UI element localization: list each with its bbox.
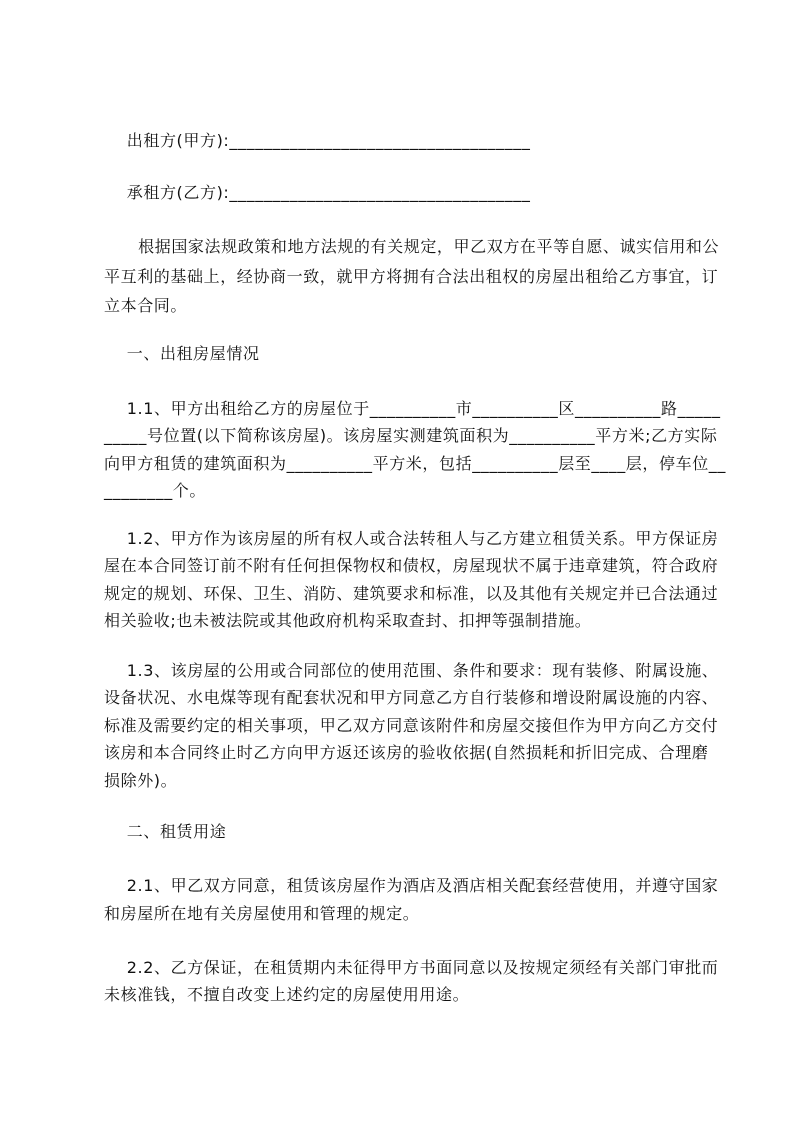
preamble-line: 立本合同。 (104, 296, 188, 315)
section-heading-1: 一、出租房屋情况 (104, 344, 260, 363)
clause-1-2-line: 1.2、甲方作为该房屋的所有权人或合法转租人与乙方建立租赁关系。甲方保证房 (104, 529, 719, 548)
clause-2-1-line: 2.1、甲乙双方同意，租赁该房屋作为酒店及酒店相关配套经营使用，并遵守国家 (104, 876, 719, 895)
clause-1-1-line: 向甲方租赁的建筑面积为__________平方米，包括__________层至____层，停车位__ (104, 454, 727, 473)
clause-1-3-line: 损除外)。 (104, 771, 178, 790)
preamble-line: 平互利的基础上，经协商一致，就甲方将拥有合法出租权的房屋出租给乙方事宜，订 (104, 267, 719, 286)
clause-1-3-line: 该房和本合同终止时乙方向甲方返还该房的验收依据(自然损耗和折旧完成、合理磨 (104, 743, 709, 762)
preamble-line: 根据国家法规政策和地方法规的有关规定，甲乙双方在平等自愿、诚实信用和公 (104, 237, 720, 256)
clause-1-1-line: ________个。 (104, 481, 206, 500)
clause-2-2-line: 2.2、乙方保证，在租赁期内未征得甲方书面同意以及按规定须经有关部门审批而 (104, 958, 719, 977)
clause-1-1-line: _____号位置(以下简称该房屋)。该房屋实测建筑面积为__________平方米;乙方实际 (104, 426, 718, 445)
lessee-line: 承租方(乙方):___________________________________ (104, 183, 531, 202)
lessor-line: 出租方(甲方):___________________________________ (104, 131, 531, 150)
clause-1-3-line: 1.3、该房屋的公用或合同部位的使用范围、条件和要求：现有装修、附属设施、 (104, 661, 719, 680)
section-heading-2: 二、租赁用途 (104, 822, 227, 841)
clause-1-3-line: 标准及需要约定的相关事项，甲乙双方同意该附件和房屋交接但作为甲方向乙方交付 (104, 716, 719, 735)
clause-2-1-line: 和房屋所在地有关房屋使用和管理的规定。 (104, 904, 420, 923)
clause-1-1-line: 1.1、甲方出租给乙方的房屋位于__________市__________区__________路_____ (104, 399, 721, 418)
clause-1-2-line: 屋在本合同签订前不附有任何担保物权和债权，房屋现状不属于违章建筑，符合政府 (104, 556, 719, 575)
clause-2-2-line: 未核准钱，不擅自改变上述约定的房屋使用用途。 (104, 985, 470, 1004)
clause-1-3-line: 设备状况、水电煤等现有配套状况和甲方同意乙方自行装修和增设附属设施的内容、 (104, 688, 719, 707)
clause-1-2-line: 规定的规划、环保、卫生、消防、建筑要求和标准，以及其他有关规定并已合法通过 (104, 584, 719, 603)
clause-1-2-line: 相关验收;也未被法院或其他政府机构采取查封、扣押等强制措施。 (104, 611, 592, 630)
